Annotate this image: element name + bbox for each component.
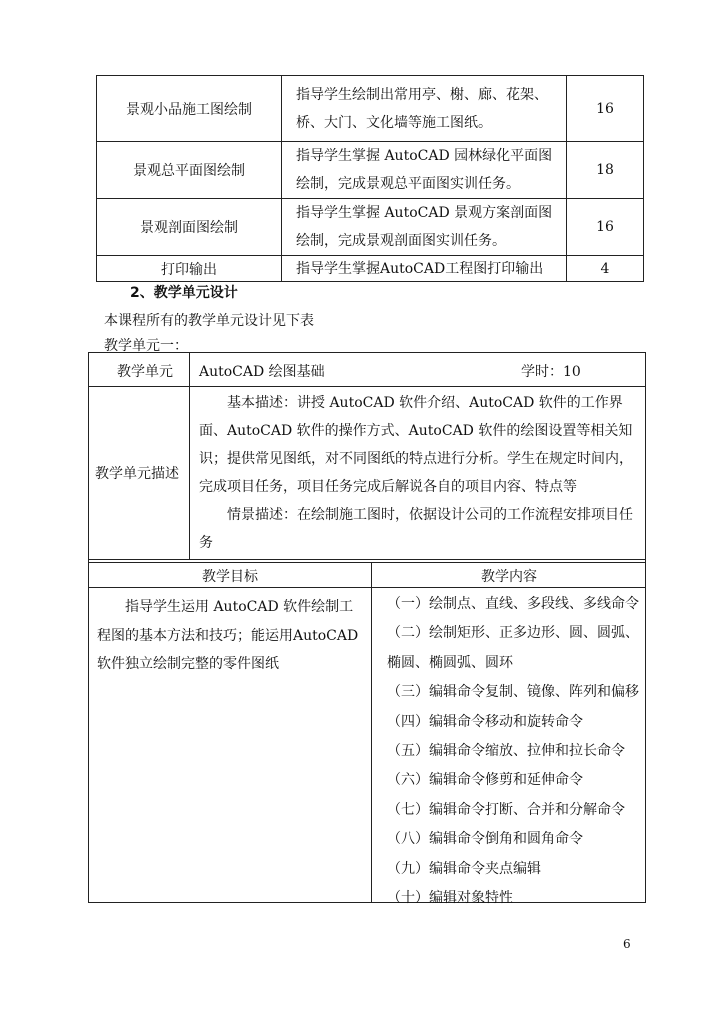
- table-row: [97, 256, 644, 282]
- project-hours: 4: [567, 256, 644, 282]
- list-item: （五）编辑命令缩放、拉伸和拉长命令: [387, 743, 625, 760]
- list-item: （七）编辑命令打断、合并和分解命令: [387, 801, 625, 818]
- table-row: [97, 142, 644, 199]
- table-row: [97, 76, 644, 142]
- intro-text: 本课程所有的教学单元设计见下表: [104, 313, 314, 329]
- column-divider: [371, 562, 372, 903]
- course-project-table: [96, 75, 644, 282]
- project-description: 指导学生掌握 AutoCAD 景观方案剖面图绘制，完成景观剖面图实训任务。: [282, 199, 567, 256]
- project-title: 景观总平面图绘制: [97, 142, 282, 199]
- section-heading: 2、教学单元设计: [130, 285, 238, 301]
- content-list: [387, 590, 643, 913]
- list-item: （八）编辑命令倒角和圆角命令: [387, 831, 583, 848]
- project-description: 指导学生掌握AutoCAD工程图打印输出: [282, 256, 567, 282]
- list-item: （二）绘制矩形、正多边形、圆、圆弧、椭圆、椭圆弧、圆环: [387, 625, 639, 671]
- unit-label: 教学单元: [117, 364, 173, 380]
- row-divider: [89, 559, 645, 560]
- content-header: 教学内容: [481, 569, 537, 585]
- project-description: 指导学生绘制出常用亭、榭、廊、花架、桥、大门、文化墙等施工图纸。: [282, 76, 567, 142]
- row-divider: [89, 587, 645, 588]
- row-divider: [89, 386, 645, 387]
- list-item: （六）编辑命令修剪和延伸命令: [387, 772, 583, 789]
- unit-caption: 教学单元一：: [104, 338, 188, 354]
- column-divider: [189, 353, 190, 559]
- project-title: 景观小品施工图绘制: [97, 76, 282, 142]
- list-item: （三）编辑命令复制、镜像、阵列和偏移: [387, 684, 639, 701]
- basic-description: 基本描述：讲授 AutoCAD 软件介绍、AutoCAD 软件的工作界面、AutoCAD 软件的操作方式、AutoCAD 软件的绘图设置等相关知识；提供常见图纸，对不同图纸的特点进行分析。学生在规定时间内，完成项目任务，项目任务完成后解说各自的项目内容、特点等: [199, 395, 633, 495]
- scene-description: 情景描述：在绘制施工图时，依据设计公司的工作流程安排项目任务: [199, 507, 633, 551]
- project-title: 打印输出: [97, 256, 282, 282]
- unit-hours: 学时：10: [521, 364, 581, 380]
- list-item: （十）编辑对象特性: [387, 890, 513, 907]
- project-title: 景观剖面图绘制: [97, 199, 282, 256]
- goal-text: 指导学生运用 AutoCAD 软件绘制工程图的基本方法和技巧；能运用AutoCAD软件独立绘制完整的零件图纸: [97, 599, 359, 672]
- unit-name: AutoCAD 绘图基础: [199, 364, 325, 380]
- list-item: （四）编辑命令移动和旋转命令: [387, 713, 583, 730]
- unit-design-table: [88, 352, 646, 907]
- list-item: （九）编辑命令夹点编辑: [387, 860, 541, 877]
- goal-header: 教学目标: [202, 569, 258, 585]
- project-hours: 16: [567, 76, 644, 142]
- page-number: 6: [623, 937, 631, 951]
- row-divider: [89, 562, 645, 563]
- project-hours: 18: [567, 142, 644, 199]
- table-row: [97, 199, 644, 256]
- project-description: 指导学生掌握 AutoCAD 园林绿化平面图绘制，完成景观总平面图实训任务。: [282, 142, 567, 199]
- unit-description: [199, 389, 639, 557]
- project-hours: 16: [567, 199, 644, 256]
- list-item: （一）绘制点、直线、多段线、多线命令: [387, 596, 639, 612]
- unit-description-label: 教学单元描述: [95, 466, 179, 482]
